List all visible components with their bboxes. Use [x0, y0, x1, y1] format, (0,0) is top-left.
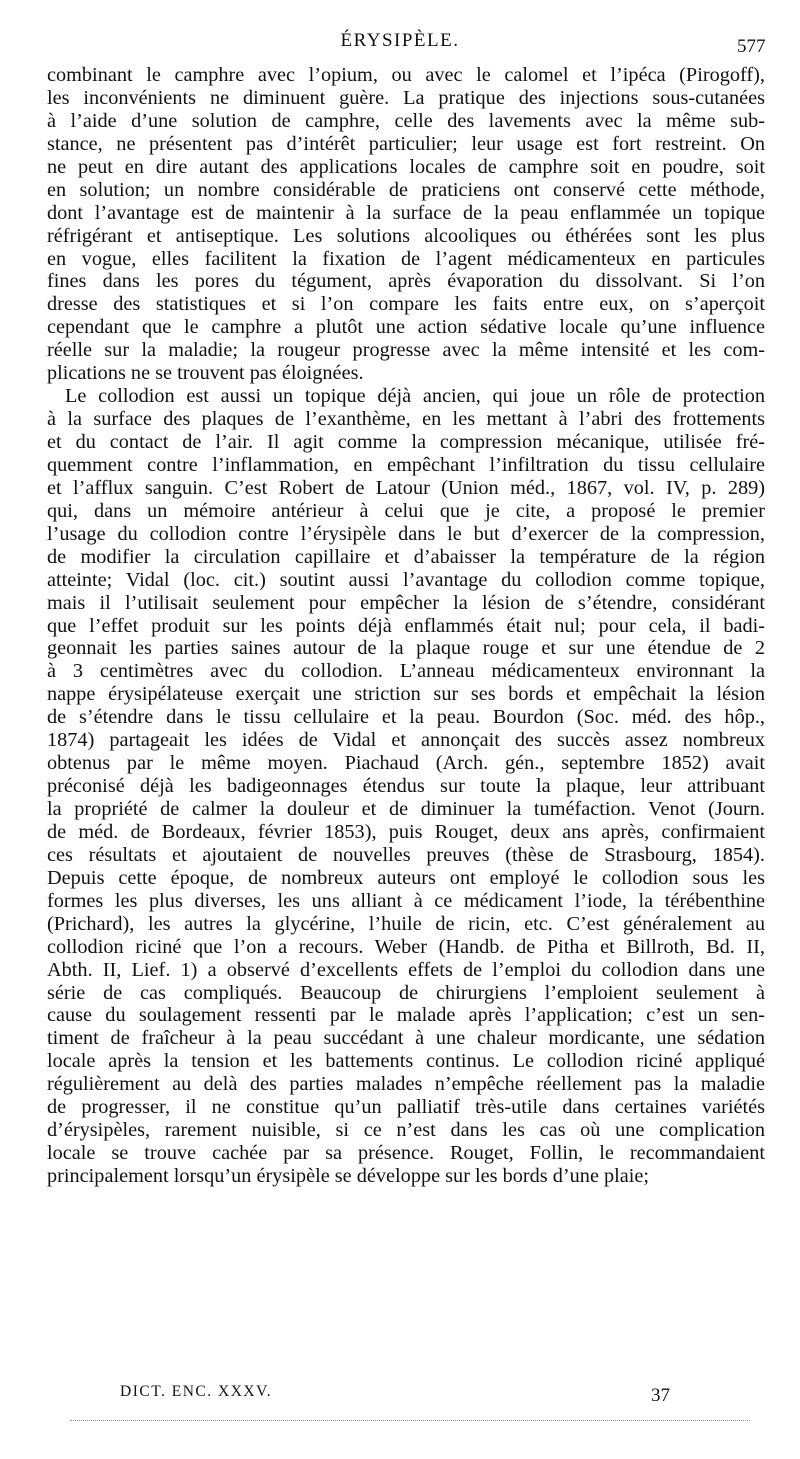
- text-line: Abth. II, Lief. 1) a observé d’excellents effets de l’emploi du collodion dans une: [47, 958, 765, 981]
- text-line: de modifier la circulation capillaire et d’abaisser la température de la région: [47, 545, 765, 568]
- text-line: d’érysipèles, rarement nuisible, si ce n’est dans les cas où une complication: [47, 1119, 765, 1142]
- text-line: cependant que le camphre a plutôt une action sédative locale qu’une influence: [47, 316, 765, 339]
- text-line: mais il l’utilisait seulement pour empêcher la lésion de s’étendre, considérant: [47, 591, 765, 614]
- text-line: (Prichard), les autres la glycérine, l’huile de ricin, etc. C’est généralement au: [47, 912, 765, 935]
- text-line: les inconvénients ne diminuent guère. La pratique des injections sous-cutanées: [47, 86, 765, 109]
- text-line: réelle sur la maladie; la rougeur progresse avec la même intensité et les com-: [47, 339, 765, 362]
- text-line: quemment contre l’inflammation, en empêchant l’infiltration du tissu cellulaire: [47, 453, 765, 476]
- text-line: de progresser, il ne constitue qu’un palliatif très-utile dans certaines variétés: [47, 1096, 765, 1119]
- text-line: 1874) partageait les idées de Vidal et annonçait des succès assez nombreux: [47, 729, 765, 752]
- text-line: stance, ne présentent pas d’intérêt particulier; leur usage est fort restreint. On: [47, 132, 765, 155]
- text-line: plications ne se trouvent pas éloignées.: [47, 362, 364, 385]
- text-line: à la surface des plaques de l’exanthème, en les mettant à l’abri des frottements: [47, 408, 765, 431]
- body-text: [47, 64, 765, 1188]
- text-line: locale après la tension et les battements continus. Le collodion riciné appliqué: [47, 1050, 765, 1073]
- text-line: cause du soulagement ressenti par le malade après l’application; c’est un sen-: [47, 1004, 765, 1027]
- text-line: que l’effet produit sur les points déjà enflammés était nul; pour cela, il badi-: [47, 614, 765, 637]
- text-line: formes les plus diverses, les uns alliant à ce médicament l’iode, la térébenthine: [47, 889, 765, 912]
- text-line: dresse des statistiques et si l’on compare les faits entre eux, on s’aperçoit: [47, 293, 765, 316]
- signature-mark: 37: [651, 1385, 670, 1406]
- page-divider: [70, 1420, 750, 1421]
- text-line: fines dans les pores du tégument, après évaporation du dissolvant. Si l’on: [47, 270, 765, 293]
- text-line: préconisé déjà les badigeonnages étendus sur toute la plaque, leur attribuant: [47, 775, 765, 798]
- paragraph: [47, 385, 765, 1188]
- text-line: qui, dans un mémoire antérieur à celui que je cite, a proposé le premier: [47, 499, 765, 522]
- text-line: de méd. de Bordeaux, février 1853), puis Rouget, deux ans après, confirmaient: [47, 820, 765, 843]
- text-line: atteinte; Vidal (loc. cit.) soutint aussi l’avantage du collodion comme topique,: [47, 568, 765, 591]
- text-line: série de cas compliqués. Beaucoup de chirurgiens l’emploient seulement à: [47, 981, 765, 1004]
- text-line: principalement lorsqu’un érysipèle se développe sur les bords d’une plaie;: [47, 1165, 650, 1187]
- text-line: combinant le camphre avec l’opium, ou avec le calomel et l’ipéca (Pirogoff),: [47, 64, 765, 86]
- text-line: nappe érysipélateuse exerçait une striction sur ses bords et empêchait la lésion: [47, 683, 765, 706]
- text-line: et l’afflux sanguin. C’est Robert de Latour (Union méd., 1867, vol. IV, p. 289): [47, 476, 765, 499]
- text-line: geonnait les parties saines autour de la plaque rouge et sur une étendue de 2: [47, 637, 765, 660]
- text-line: Depuis cette époque, de nombreux auteurs ont employé le collodion sous les: [47, 866, 765, 889]
- text-line: à l’aide d’une solution de camphre, celle des lavements avec la même sub-: [47, 109, 765, 132]
- text-line: à 3 centimètres avec du collodion. L’anneau médicamenteux environnant la: [47, 660, 765, 683]
- text-line: en vogue, elles facilitent la fixation de l’agent médicamenteux en particules: [47, 247, 765, 270]
- text-line: l’usage du collodion contre l’érysipèle dans le but d’exercer de la compression,: [47, 522, 765, 545]
- text-line: réfrigérant et antiseptique. Les solutions alcooliques ou éthérées sont les plus: [47, 224, 765, 247]
- text-line: et du contact de l’air. Il agit comme la compression mécanique, utilisée fré-: [47, 431, 765, 453]
- text-line: ces résultats et ajoutaient de nouvelles preuves (thèse de Strasbourg, 1854).: [47, 843, 765, 866]
- text-line: de s’étendre dans le tissu cellulaire et la peau. Bourdon (Soc. méd. des hôp.,: [47, 706, 765, 729]
- paragraph: [47, 64, 765, 385]
- text-line: timent de fraîcheur à la peau succédant à une chaleur mordicante, une sédation: [47, 1027, 765, 1050]
- text-line: en solution; un nombre considérable de praticiens ont conservé cette méthode,: [47, 178, 765, 201]
- text-line: dont l’avantage est de maintenir à la surface de la peau enflammée un topique: [47, 201, 765, 224]
- text-line: locale se trouve cachée par sa présence. Rouget, Follin, le recommandaient: [47, 1142, 765, 1165]
- text-line: Le collodion est aussi un topique déjà ancien, qui joue un rôle de protection: [65, 385, 765, 408]
- text-line: la propriété de calmer la douleur et de diminuer la tuméfaction. Venot (Journ.: [47, 798, 765, 820]
- text-line: obtenus par le même moyen. Piachaud (Arch. gén., septembre 1852) avait: [47, 752, 765, 775]
- text-line: ne peut en dire autant des applications locales de camphre soit en poudre, soit: [47, 155, 765, 178]
- page-number: 577: [737, 36, 766, 57]
- volume-mark: DICT. ENC. XXXV.: [120, 1383, 273, 1400]
- running-title: ÉRYSIPÈLE.: [340, 30, 460, 51]
- text-line: régulièrement au delà des parties malades n’empêche réellement pas la maladie: [47, 1073, 765, 1096]
- text-line: collodion riciné que l’on a recours. Weber (Handb. de Pitha et Billroth, Bd. II,: [47, 935, 765, 958]
